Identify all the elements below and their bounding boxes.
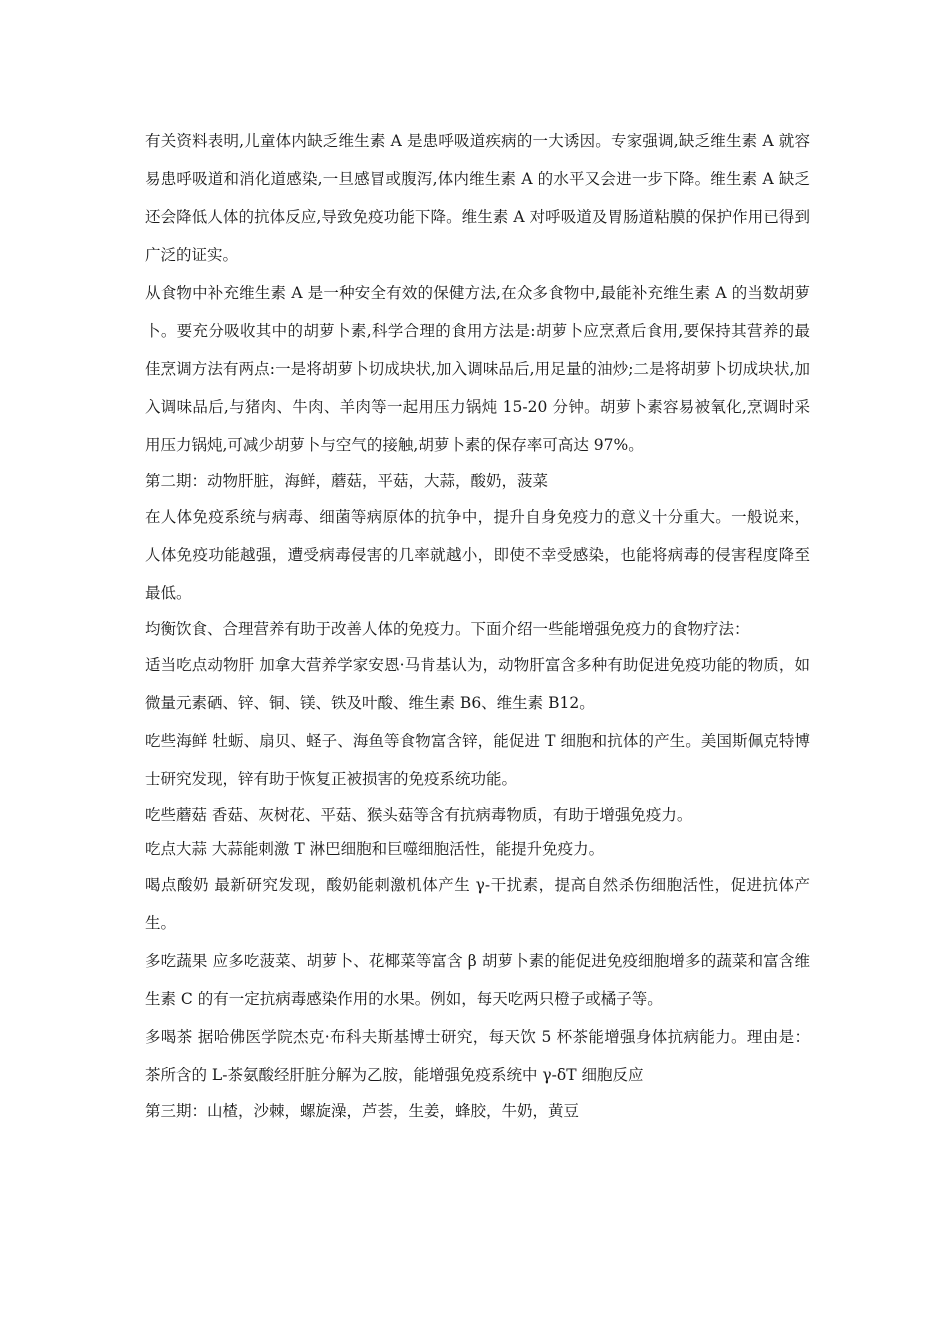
paragraph-balanced-diet: 均衡饮食、合理营养有助于改善人体的免疫力。下面介绍一些能增强免疫力的食物疗法：	[145, 620, 750, 638]
paragraph-animal-liver: 适当吃点动物肝 加拿大营养学家安恩·马肯基认为，动物肝富含多种有助促进免疫功能的物质，如微量元素硒、锌、铜、镁、铁及叶酸、维生素 B6、维生素 B12。	[145, 656, 810, 712]
paragraph-mushroom: 吃些蘑菇 香菇、灰树花、平菇、猴头菇等含有抗病毒物质，有助于增强免疫力。	[145, 806, 693, 824]
paragraph-carrot-cooking: 从食物中补充维生素 A 是一种安全有效的保健方法,在众多食物中,最能补充维生素 A 的当数胡萝卜。要充分吸收其中的胡萝卜素,科学合理的食用方法是:胡萝卜应烹煮后食用,要保持其营养的最佳烹调方法有两点:一是将胡萝卜切成块状,加入调味品后,用足量的油炒;二是将胡萝卜切成块状,加入调味品后,与猪肉、牛肉、羊肉等一起用压力锅炖 15-20 分钟。胡萝卜素容易被氧化,烹调时采用压力锅炖,可减少胡萝卜与空气的接触,胡萝卜素的保存率可高达 97%。	[145, 284, 810, 454]
paragraph-yogurt: 喝点酸奶 最新研究发现，酸奶能刺激机体产生 γ-干扰素，提高自然杀伤细胞活性，促进抗体产生。	[145, 876, 810, 932]
paragraph-vegetables-fruits: 多吃蔬果 应多吃菠菜、胡萝卜、花椰菜等富含 β 胡萝卜素的能促进免疫细胞增多的蔬菜和富含维生素 C 的有一定抗病毒感染作用的水果。例如，每天吃两只橙子或橘子等。	[145, 952, 810, 1008]
paragraph-seafood: 吃些海鲜 牡蛎、扇贝、蛏子、海鱼等食物富含锌，能促进 T 细胞和抗体的产生。美国斯佩克特博士研究发现，锌有助于恢复正被损害的免疫系统功能。	[145, 732, 810, 788]
paragraph-vitamin-a-intro: 有关资料表明,儿童体内缺乏维生素 A 是患呼吸道疾病的一大诱因。专家强调,缺乏维生素 A 就容易患呼吸道和消化道感染,一旦感冒或腹泻,体内维生素 A 的水平又会进一步下降。维生素 A 缺乏还会降低人体的抗体反应,导致免疫功能下降。维生素 A 对呼吸道及胃肠道粘膜的保护作用已得到广泛的证实。	[145, 132, 810, 264]
paragraph-immune-importance: 在人体免疫系统与病毒、细菌等病原体的抗争中，提升自身免疫力的意义十分重大。一般说来，人体免疫功能越强，遭受病毒侵害的几率就越小，即使不幸受感染，也能将病毒的侵害程度降至最低。	[145, 508, 810, 602]
heading-phase-three: 第三期：山楂，沙棘，螺旋澡，芦荟，生姜，蜂胶，牛奶，黄豆	[145, 1102, 580, 1120]
paragraph-garlic: 吃点大蒜 大蒜能刺激 T 淋巴细胞和巨噬细胞活性，能提升免疫力。	[145, 840, 605, 858]
paragraph-tea: 多喝茶 据哈佛医学院杰克·布科夫斯基博士研究，每天饮 5 杯茶能增强身体抗病能力。理由是：茶所含的 L-茶氨酸经肝脏分解为乙胺，能增强免疫系统中 γ-δT 细胞反应	[145, 1028, 810, 1084]
heading-phase-two: 第二期：动物肝脏，海鲜，蘑菇，平菇，大蒜，酸奶，菠菜	[145, 472, 549, 490]
document-body	[145, 122, 810, 1128]
